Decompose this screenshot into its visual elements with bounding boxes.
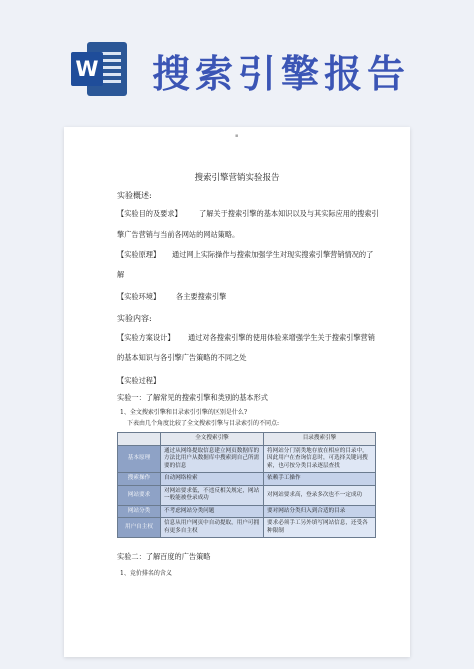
question1: 1、全文搜索引擎和目录索引引擎的区别是什么?	[120, 409, 248, 416]
overview-heading: 实验概述:	[117, 191, 152, 200]
word-letter-tile	[71, 52, 103, 86]
directory-cell: 要对网站分类归入到合适的目录	[264, 505, 376, 518]
environment-label: 【实验环境】	[117, 292, 161, 301]
word-letter: W	[75, 57, 99, 81]
fulltext-cell: 对网站要求低，不违反相关规定，网站一般能被登录成功	[161, 485, 264, 505]
table-header-row	[118, 433, 376, 446]
document-title: 搜索引擎营销实验报告	[194, 173, 280, 183]
fulltext-cell: 通过从网络提取信息建立网页数据库的方法比用户从数据库中搜索到自己所需要的信息	[161, 445, 264, 473]
design-label: 【实验方案设计】	[117, 333, 175, 342]
purpose-label: 【实验目的及要求】	[117, 209, 182, 218]
process-label: 【实验过程】	[117, 376, 161, 385]
question1-note: 下表由几个角度比较了全文搜索引擎与目录索引的不同点:	[127, 420, 280, 427]
row-label: 基本原理	[118, 445, 161, 473]
fulltext-cell: 自动网络检索	[161, 473, 264, 486]
banner	[0, 0, 474, 118]
question2: 1、竞价排名的含义	[120, 570, 172, 577]
word-icon	[71, 40, 127, 98]
experiment1-title: 实验一：了解常见的搜索引擎和类别的基本形式	[117, 393, 268, 402]
content-heading: 实验内容:	[117, 314, 152, 323]
purpose-text-line1: 了解关于搜索引擎的基本知识以及与其实际应用的搜索引	[199, 209, 379, 218]
banner-title: 搜索引擎报告	[152, 52, 411, 96]
directory-cell: 对网站要求高，登录多次也不一定成功	[264, 485, 376, 505]
principle-label: 【实验原理】	[117, 250, 161, 259]
environment-text: 各主要搜索引擎	[176, 292, 227, 301]
directory-cell: 将网站分门别类地存放在相应的目录中，因此用户在查询信息时，可选择关键词搜索，也可按分类目录逐层查找	[264, 445, 376, 473]
table-row	[118, 445, 376, 473]
purpose-text-line2: 擎广告营销与当前各网站的网站策略。	[117, 230, 240, 239]
fulltext-cell: 不考虑网站分类问题	[161, 505, 264, 518]
principle-text-line1: 通过网上实际操作与搜索加强学生对现实搜索引擎营销情况的了	[172, 250, 374, 259]
row-label: 网站分类	[118, 505, 161, 518]
table-header-cell	[118, 433, 161, 446]
principle-text-line2: 解	[117, 270, 125, 279]
comparison-table	[117, 432, 376, 538]
experiment2-title: 实验二：了解百度的广告策略	[117, 552, 211, 561]
row-label: 用户自主权	[118, 518, 161, 538]
table-row	[118, 473, 376, 486]
design-text-line2: 的基本知识与各引擎广告策略的不同之处	[117, 353, 247, 362]
table-header-cell: 目录搜索引擎	[264, 433, 376, 446]
design-text-line1: 通过对各搜索引擎的使用体验来增强学生关于搜索引擎营销	[188, 333, 375, 342]
directory-cell: 依赖手工操作	[264, 473, 376, 486]
document-page	[64, 127, 410, 657]
table-row	[118, 505, 376, 518]
row-label: 搜索操作	[118, 473, 161, 486]
table-header-cell: 全文搜索引擎	[161, 433, 264, 446]
table-row	[118, 485, 376, 505]
fulltext-cell: 信息从用户网页中自动提取，用户可拥有更多自主权	[161, 518, 264, 538]
row-label: 网站要求	[118, 485, 161, 505]
page-mark: ▪	[235, 133, 239, 139]
directory-cell: 要求必须手工另外填写网站信息，还受各种限制	[264, 518, 376, 538]
table-row	[118, 518, 376, 538]
